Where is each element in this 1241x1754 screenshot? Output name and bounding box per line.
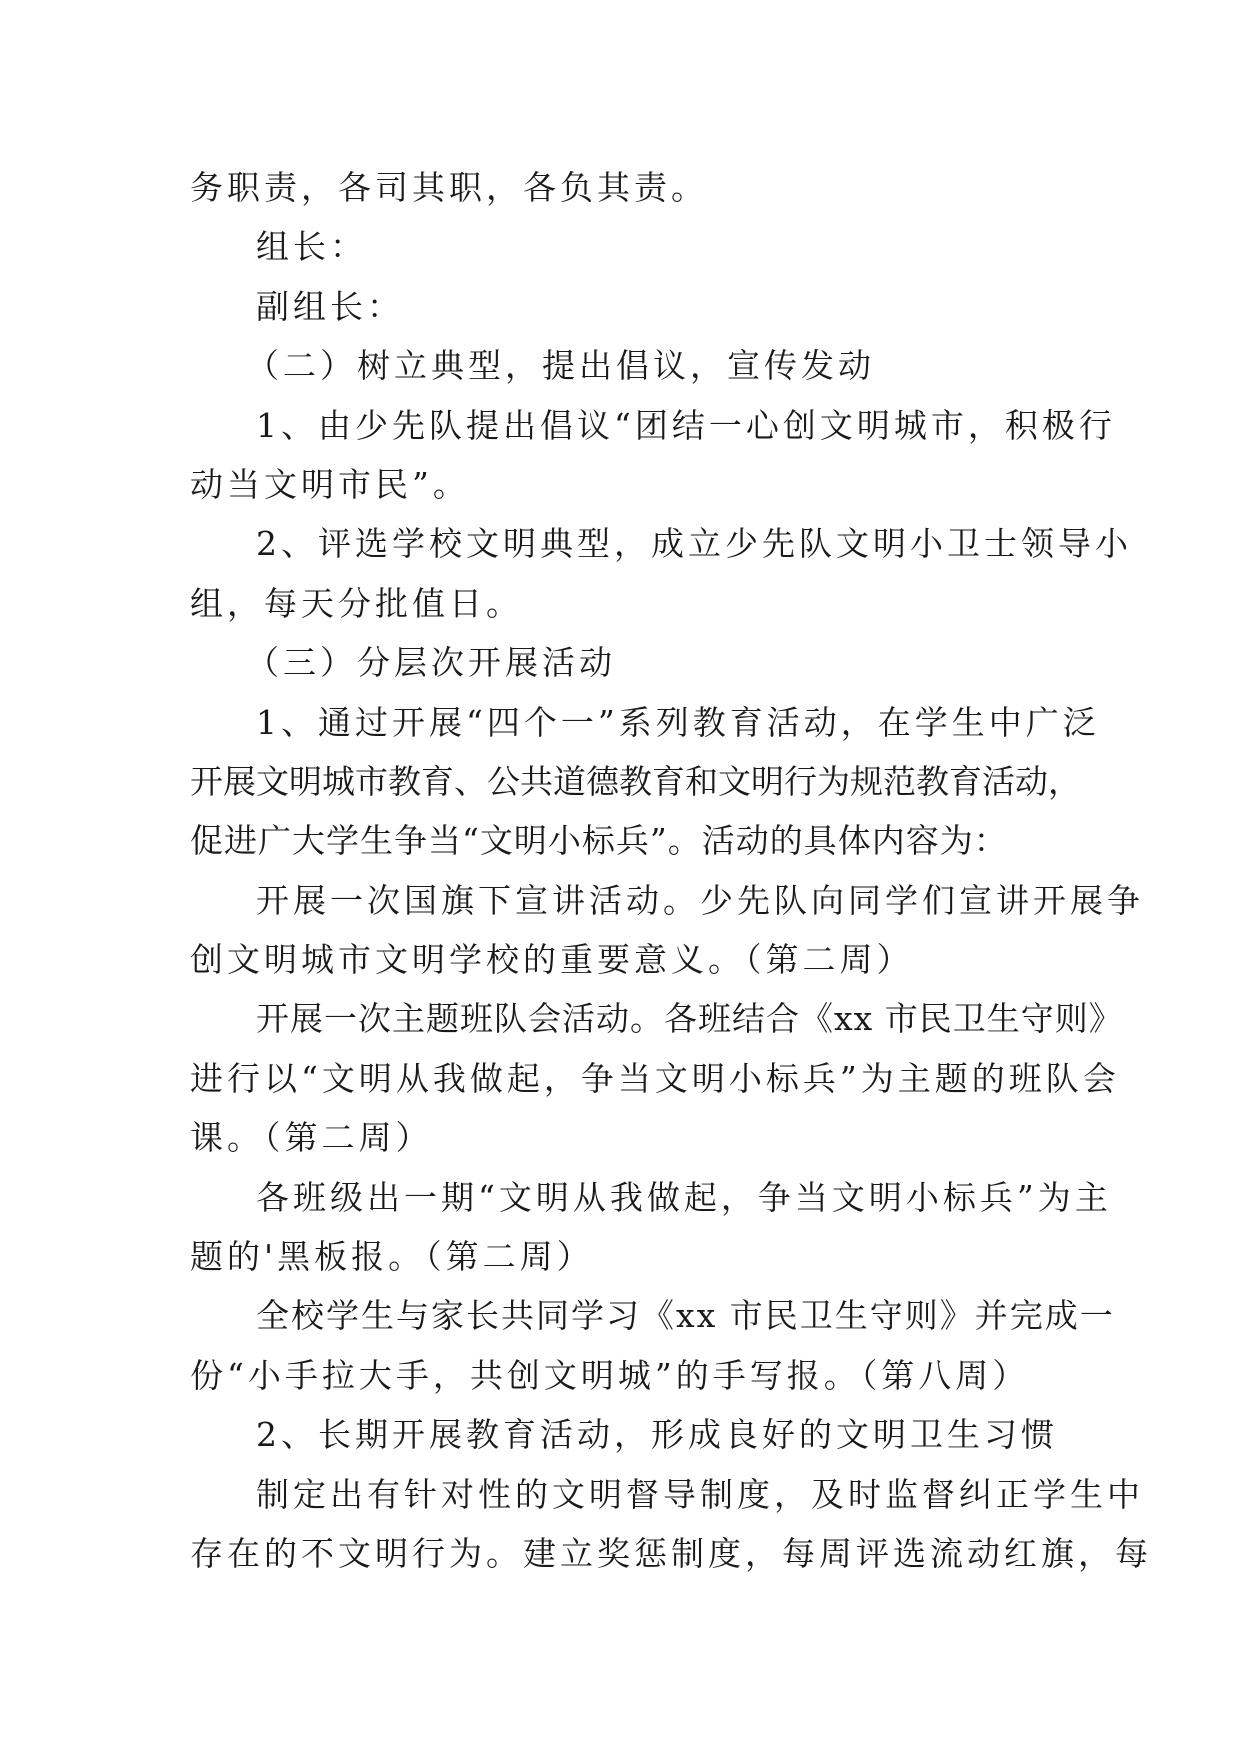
text-line: 开展文明城市教育、公共道德教育和文明行为规范教育活动， xyxy=(190,761,1081,801)
text-line: 全校学生与家长共同学习《xx 市民卫生守则》并完成一 xyxy=(256,1296,1115,1336)
text-line: 课。（第二周） xyxy=(190,1118,433,1158)
text-line: 创文明城市文明学校的重要意义。（第二周） xyxy=(190,940,914,980)
text-line: 制定出有针对性的文明督导制度，及时监督纠正学生中 xyxy=(256,1474,1144,1514)
text-line: 开展一次国旗下宣讲活动。少先队向同学们宣讲开展争 xyxy=(256,880,1144,920)
text-line: 组长： xyxy=(256,227,367,267)
text-line: 2、评选学校文明典型，成立少先队文明小卫士领导小 xyxy=(256,524,1132,564)
text-line: 各班级出一期“文明从我做起，争当文明小标兵”为主 xyxy=(256,1177,1112,1217)
text-line: 进行以“文明从我做起，争当文明小标兵”为主题的班队会 xyxy=(190,1058,1120,1098)
text-line: 份“小手拉大手，共创文明城”的手写报。（第八周） xyxy=(190,1355,1030,1395)
section-heading: （三）分层次开展活动 xyxy=(246,643,616,683)
text-line: 1、由少先队提出倡议“团结一心创文明城市，积极行 xyxy=(256,405,1116,445)
text-line: 副组长： xyxy=(256,286,404,326)
text-line: 动当文明市民”。 xyxy=(190,464,470,504)
text-line: 1、通过开展“四个一”系列教育活动，在学生中广泛 xyxy=(256,702,1100,742)
text-line: 存在的不文明行为。建立奖惩制度，每周评选流动红旗，每 xyxy=(190,1533,1152,1573)
text-line: 2、长期开展教育活动，形成良好的文明卫生习惯 xyxy=(256,1415,1058,1455)
text-line: 题的'黑板报。（第二周） xyxy=(190,1237,594,1277)
text-line: 务职责，各司其职，各负其责。 xyxy=(190,168,708,207)
text-line: 组，每天分批值日。 xyxy=(190,583,523,623)
text-line: 开展一次主题班队会活动。各班结合《xx 市民卫生守则》 xyxy=(256,999,1123,1039)
document-body xyxy=(190,158,1152,1583)
text-line: 促进广大学生争当“文明小标兵”。活动的具体内容为： xyxy=(190,821,1008,861)
section-heading: （二）树立典型，提出倡议，宣传发动 xyxy=(246,346,875,386)
